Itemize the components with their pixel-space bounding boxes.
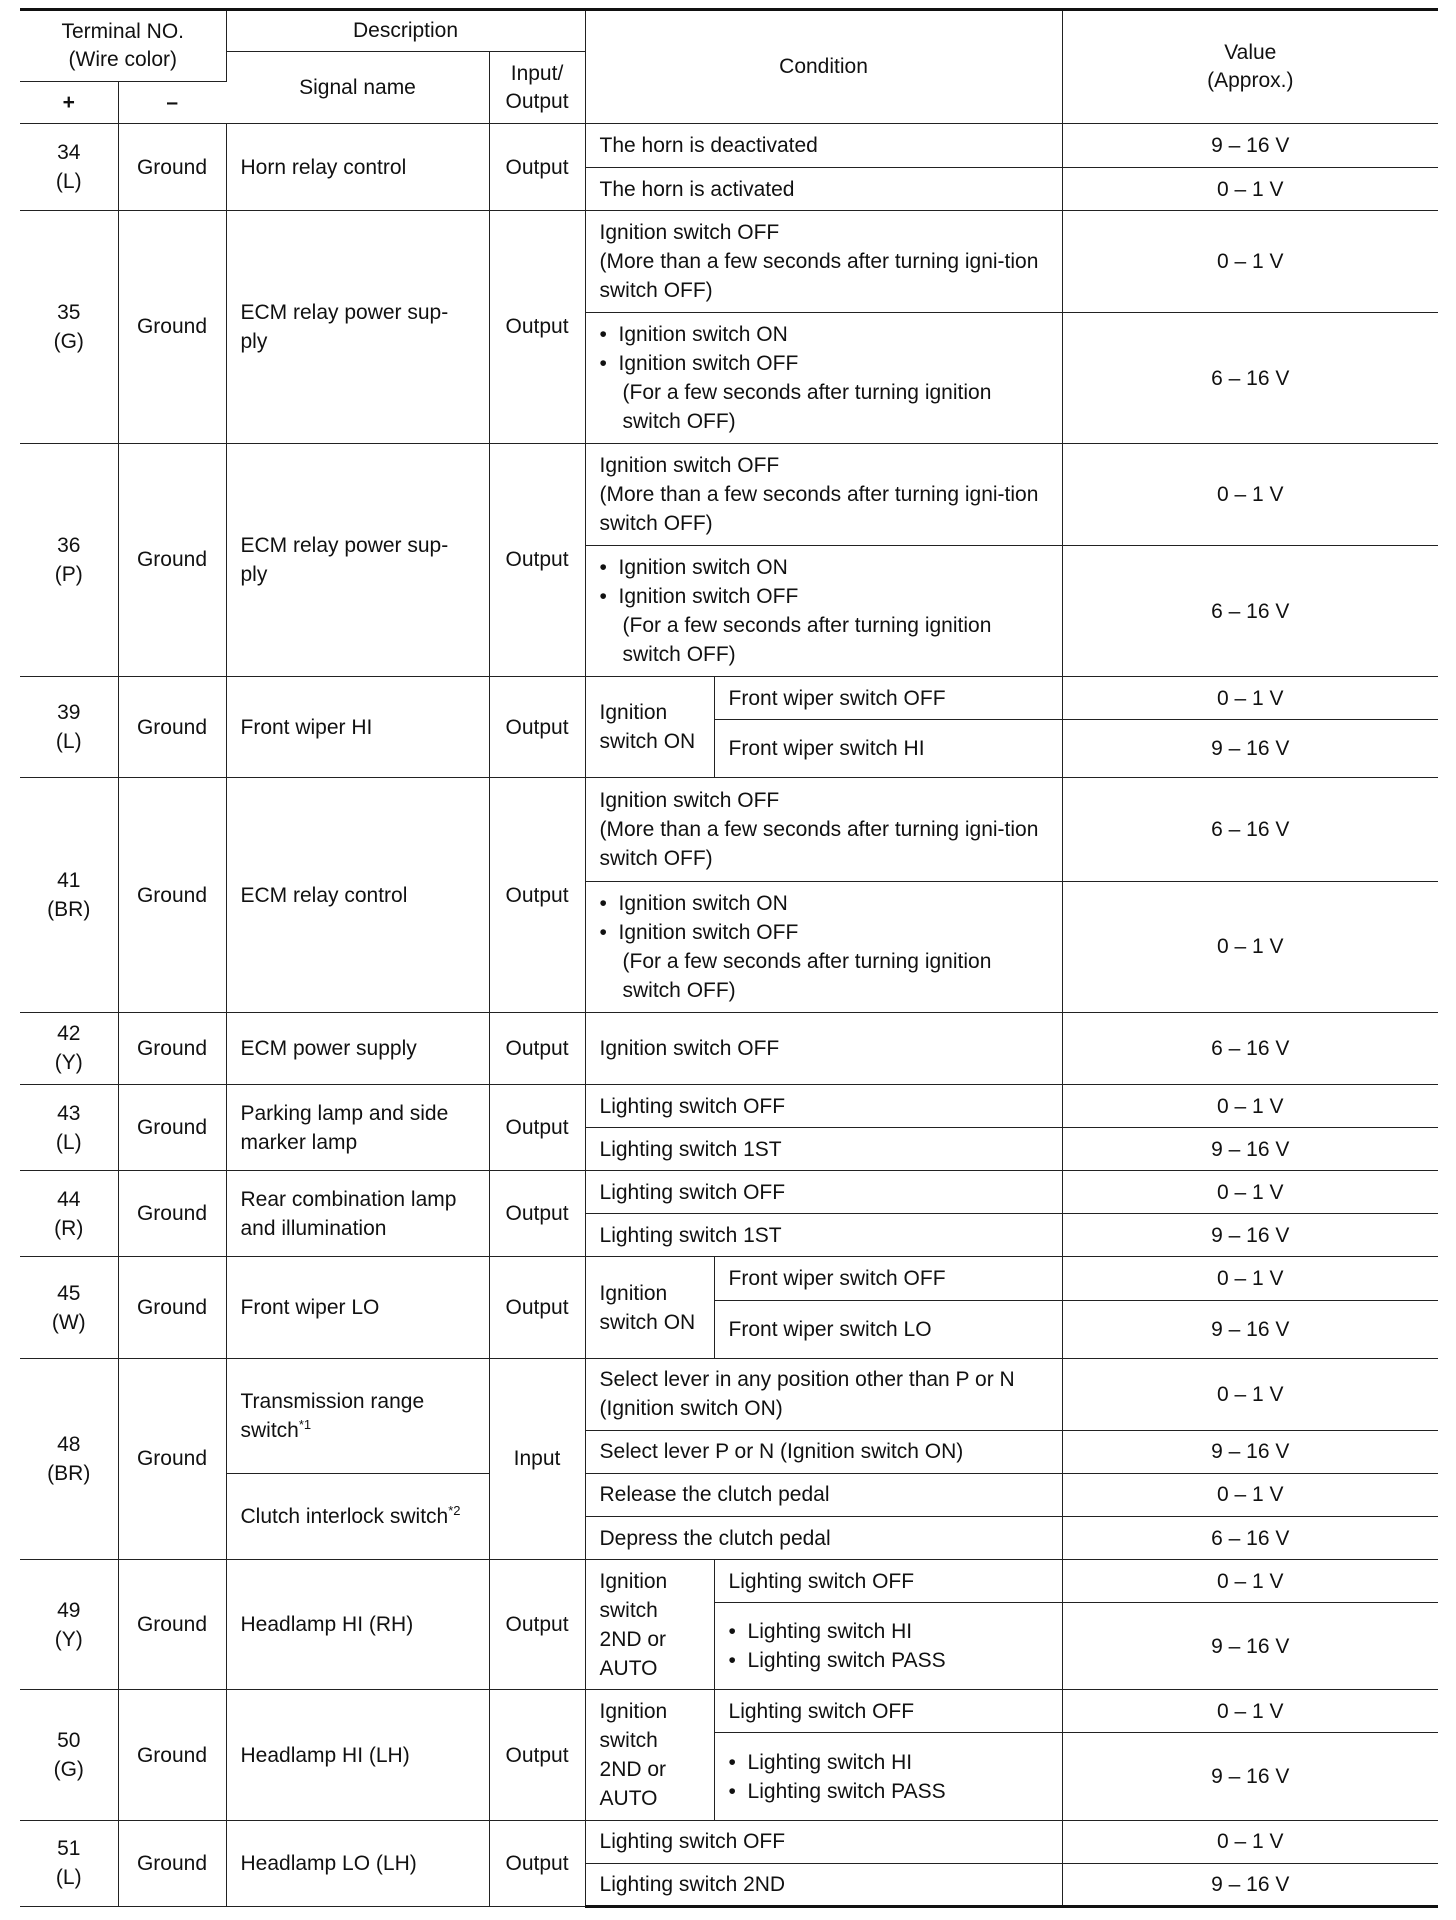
value-cell: 0 – 1 V — [1062, 1820, 1438, 1863]
wire-color: (P) — [54, 562, 83, 586]
condition-cell: Select lever in any position other than P or N (Ignition switch ON) — [585, 1358, 1062, 1430]
condition-cell: Lighting switch OFF — [714, 1560, 1062, 1603]
value-cell: 9 – 16 V — [1062, 1214, 1438, 1257]
bullet-item: • Ignition switch ON — [599, 891, 788, 915]
value-cell: 9 – 16 V — [1062, 1430, 1438, 1473]
condition-cell: Lighting switch OFF — [585, 1171, 1062, 1214]
condition-group-cell: Ignition switch 2ND or AUTO — [585, 1560, 714, 1690]
terminal-cell — [20, 1012, 118, 1084]
terminal-cell — [20, 778, 118, 1013]
table-row — [20, 1560, 1438, 1603]
bullet-text: Ignition switch OFF — [618, 585, 799, 609]
bullet-text: Lighting switch PASS — [747, 1779, 946, 1803]
condition-note: (More than a few seconds after turning igni-tion switch OFF) — [599, 482, 1039, 535]
ground-cell: Ground — [118, 1820, 226, 1906]
bullet-note: (For a few seconds after turning ignition switch OFF) — [622, 949, 992, 1002]
bullet-note: (For a few seconds after turning ignition switch OFF) — [622, 614, 992, 667]
signal-name-cell: Front wiper LO — [226, 1257, 489, 1358]
terminal-number: 41 — [57, 869, 81, 893]
bullet-item: • Lighting switch PASS — [728, 1779, 946, 1803]
value-cell: 0 – 1 V — [1062, 1257, 1438, 1300]
value-cell: 6 – 16 V — [1062, 778, 1438, 881]
condition-group-cell: Ignition switch ON — [585, 1257, 714, 1358]
terminal-cell — [20, 124, 118, 211]
terminal-number: 39 — [57, 701, 81, 725]
io-cell: Output — [489, 443, 585, 677]
bullet-text: Lighting switch HI — [747, 1620, 913, 1644]
condition-cell: Lighting switch 1ST — [585, 1214, 1062, 1257]
table-row — [20, 1012, 1438, 1084]
bullet-item: • Ignition switch ON — [599, 323, 788, 347]
wire-color: (BR) — [47, 898, 91, 922]
bullet-text: Ignition switch OFF — [618, 352, 799, 376]
terminal-cell — [20, 1560, 118, 1690]
value-cell: 0 – 1 V — [1062, 1171, 1438, 1214]
value-cell: 0 – 1 V — [1062, 881, 1438, 1012]
value-cell: 0 – 1 V — [1062, 677, 1438, 720]
footnote-mark: *2 — [448, 1503, 461, 1518]
io-cell: Output — [489, 1690, 585, 1820]
signal-name-text: Clutch interlock switch — [240, 1505, 449, 1528]
terminal-cell — [20, 211, 118, 444]
table-row — [20, 1473, 1438, 1516]
table-row — [20, 677, 1438, 720]
header-value — [1062, 10, 1438, 124]
table-row — [20, 1257, 1438, 1300]
signal-name-cell: Headlamp HI (RH) — [226, 1560, 489, 1690]
condition-cell: Front wiper switch LO — [714, 1300, 1062, 1358]
table-row — [20, 1690, 1438, 1733]
signal-name-text: Transmission range switch — [240, 1389, 425, 1442]
io-cell: Output — [489, 1012, 585, 1084]
bullet-item: • Ignition switch ON — [599, 556, 788, 580]
io-cell: Output — [489, 1560, 585, 1690]
condition-group-cell: Ignition switch 2ND or AUTO — [585, 1690, 714, 1820]
ground-cell: Ground — [118, 1690, 226, 1820]
io-cell: Output — [489, 1171, 585, 1257]
signal-name-cell: Headlamp LO (LH) — [226, 1820, 489, 1906]
condition-cell: Ignition switch OFF — [585, 1012, 1062, 1084]
wire-color: (L) — [55, 730, 82, 754]
value-cell: 6 – 16 V — [1062, 1012, 1438, 1084]
wire-color: (G) — [53, 329, 84, 353]
condition-cell: Lighting switch 1ST — [585, 1128, 1062, 1171]
condition-cell — [585, 313, 1062, 443]
header-minus: – — [118, 82, 226, 124]
ground-cell: Ground — [118, 1257, 226, 1358]
bullet-item: • Lighting switch HI — [728, 1620, 913, 1644]
bullet-note: (For a few seconds after turning ignition switch OFF) — [622, 381, 992, 434]
condition-note: (More than a few seconds after turning igni-tion switch OFF) — [599, 250, 1039, 303]
value-cell: 0 – 1 V — [1062, 1690, 1438, 1733]
condition-cell: The horn is activated — [585, 168, 1062, 211]
terminal-cell — [20, 1690, 118, 1820]
signal-name-cell: ECM relay power sup-ply — [226, 211, 489, 444]
signal-name-cell: ECM relay control — [226, 778, 489, 1013]
condition-cell — [585, 211, 1062, 313]
signal-name-cell: Headlamp HI (LH) — [226, 1690, 489, 1820]
value-cell: 9 – 16 V — [1062, 124, 1438, 168]
signal-name-cell: Front wiper HI — [226, 677, 489, 778]
terminal-cell — [20, 1257, 118, 1358]
signal-name-cell: Rear combination lamp and illumination — [226, 1171, 489, 1257]
terminal-number: 44 — [57, 1187, 81, 1211]
bullet-item: • Ignition switch OFF — [599, 920, 799, 944]
value-cell: 0 – 1 V — [1062, 168, 1438, 211]
value-cell: 0 – 1 V — [1062, 1560, 1438, 1603]
value-cell: 9 – 16 V — [1062, 1300, 1438, 1358]
terminal-value-table — [20, 8, 1438, 1908]
bullet-text: Lighting switch PASS — [747, 1649, 946, 1673]
ground-cell: Ground — [118, 211, 226, 444]
io-cell: Output — [489, 1257, 585, 1358]
ground-cell: Ground — [118, 778, 226, 1013]
value-cell: 0 – 1 V — [1062, 211, 1438, 313]
io-cell: Input — [489, 1358, 585, 1559]
signal-name-cell: Horn relay control — [226, 124, 489, 211]
signal-name-cell: ECM relay power sup-ply — [226, 443, 489, 677]
terminal-number: 50 — [57, 1729, 81, 1753]
condition-cell — [585, 778, 1062, 881]
footnote-mark: *1 — [298, 1416, 312, 1432]
header-description: Description — [226, 10, 585, 52]
terminal-number: 34 — [57, 141, 81, 165]
header-terminal-label: Terminal NO. — [61, 20, 185, 43]
header-value-label: Value — [1224, 41, 1277, 64]
value-cell: 0 – 1 V — [1062, 1473, 1438, 1516]
condition-cell: Depress the clutch pedal — [585, 1517, 1062, 1560]
condition-cell — [714, 1603, 1062, 1690]
terminal-number: 49 — [57, 1598, 81, 1622]
value-cell: 6 – 16 V — [1062, 545, 1438, 676]
wire-color: (L) — [55, 1130, 82, 1154]
terminal-cell — [20, 443, 118, 677]
signal-name-cell: ECM power supply — [226, 1012, 489, 1084]
table-row — [20, 1085, 1438, 1128]
condition-cell — [714, 1733, 1062, 1820]
terminal-cell — [20, 1820, 118, 1906]
condition-cell: Release the clutch pedal — [585, 1473, 1062, 1516]
value-cell: 9 – 16 V — [1062, 1603, 1438, 1690]
wire-color: (W) — [51, 1310, 86, 1334]
header-condition: Condition — [585, 10, 1062, 124]
terminal-number: 36 — [57, 533, 81, 557]
bullet-text: Ignition switch ON — [618, 323, 788, 347]
signal-name-cell: Parking lamp and side marker lamp — [226, 1085, 489, 1171]
bullet-text: Lighting switch HI — [747, 1750, 913, 1774]
ground-cell: Ground — [118, 443, 226, 677]
value-cell: 9 – 16 V — [1062, 720, 1438, 778]
condition-cell: Front wiper switch OFF — [714, 677, 1062, 720]
terminal-cell — [20, 677, 118, 778]
value-cell: 0 – 1 V — [1062, 1085, 1438, 1128]
header-approx-label: (Approx.) — [1207, 69, 1294, 92]
condition-cell: Front wiper switch OFF — [714, 1257, 1062, 1300]
condition-line: Ignition switch OFF — [599, 221, 780, 245]
ground-cell: Ground — [118, 124, 226, 211]
wire-color: (G) — [53, 1758, 84, 1782]
value-cell: 0 – 1 V — [1062, 443, 1438, 545]
io-cell: Output — [489, 124, 585, 211]
condition-cell: Front wiper switch HI — [714, 720, 1062, 778]
header-wire-color-label: (Wire color) — [68, 48, 177, 71]
wire-color: (L) — [55, 170, 82, 194]
wire-color: (BR) — [47, 1461, 91, 1485]
bullet-text: Ignition switch ON — [618, 891, 788, 915]
ground-cell: Ground — [118, 1085, 226, 1171]
bullet-item: • Lighting switch PASS — [728, 1649, 946, 1673]
ground-cell: Ground — [118, 1358, 226, 1559]
table-row — [20, 443, 1438, 545]
terminal-number: 42 — [57, 1022, 81, 1046]
wire-color: (L) — [55, 1866, 82, 1890]
terminal-cell — [20, 1358, 118, 1559]
ground-cell: Ground — [118, 1012, 226, 1084]
bullet-item: • Ignition switch OFF — [599, 352, 799, 376]
terminal-cell — [20, 1171, 118, 1257]
value-cell: 0 – 1 V — [1062, 1358, 1438, 1430]
condition-cell: Lighting switch 2ND — [585, 1863, 1062, 1906]
terminal-cell — [20, 1085, 118, 1171]
terminal-number: 45 — [57, 1281, 81, 1305]
terminal-number: 51 — [57, 1837, 81, 1861]
condition-cell — [585, 443, 1062, 545]
bullet-text: Ignition switch OFF — [618, 920, 799, 944]
header-terminal-no — [20, 10, 226, 82]
header-signal-name: Signal name — [226, 52, 489, 124]
terminal-value-table-sheet — [20, 8, 1438, 1908]
table-row — [20, 1171, 1438, 1214]
condition-cell: Select lever P or N (Ignition switch ON) — [585, 1430, 1062, 1473]
wire-color: (R) — [54, 1216, 84, 1240]
value-cell: 9 – 16 V — [1062, 1863, 1438, 1906]
signal-name-cell — [226, 1358, 489, 1473]
header-io-label-1: Input/ — [510, 61, 564, 85]
condition-cell — [585, 545, 1062, 676]
ground-cell: Ground — [118, 1560, 226, 1690]
condition-cell: Lighting switch OFF — [585, 1820, 1062, 1863]
condition-line: Ignition switch OFF — [599, 789, 780, 813]
table-row — [20, 1820, 1438, 1863]
table-row — [20, 1358, 1438, 1430]
terminal-number: 48 — [57, 1432, 81, 1456]
bullet-text: Ignition switch ON — [618, 556, 788, 580]
wire-color: (Y) — [54, 1051, 83, 1075]
value-cell: 6 – 16 V — [1062, 313, 1438, 443]
condition-cell: The horn is deactivated — [585, 124, 1062, 168]
condition-note: (More than a few seconds after turning igni-tion switch OFF) — [599, 818, 1039, 871]
condition-cell — [585, 881, 1062, 1012]
ground-cell: Ground — [118, 1171, 226, 1257]
bullet-item: • Ignition switch OFF — [599, 585, 799, 609]
terminal-number: 35 — [57, 300, 81, 324]
value-cell: 9 – 16 V — [1062, 1733, 1438, 1820]
header-input-output — [489, 52, 585, 124]
io-cell: Output — [489, 778, 585, 1013]
header-plus: + — [20, 82, 118, 124]
io-cell: Output — [489, 677, 585, 778]
terminal-number: 43 — [57, 1101, 81, 1125]
io-cell: Output — [489, 1820, 585, 1906]
ground-cell: Ground — [118, 677, 226, 778]
table-row — [20, 778, 1438, 881]
signal-name-cell — [226, 1473, 489, 1559]
wire-color: (Y) — [54, 1627, 83, 1651]
value-cell: 9 – 16 V — [1062, 1128, 1438, 1171]
header-io-label-2: Output — [505, 89, 569, 113]
condition-group-cell: Ignition switch ON — [585, 677, 714, 778]
bullet-item: • Lighting switch HI — [728, 1750, 913, 1774]
io-cell: Output — [489, 211, 585, 444]
condition-line: Ignition switch OFF — [599, 453, 780, 477]
table-row — [20, 124, 1438, 168]
table-row — [20, 211, 1438, 313]
condition-cell: Lighting switch OFF — [714, 1690, 1062, 1733]
value-cell: 6 – 16 V — [1062, 1517, 1438, 1560]
io-cell: Output — [489, 1085, 585, 1171]
condition-cell: Lighting switch OFF — [585, 1085, 1062, 1128]
